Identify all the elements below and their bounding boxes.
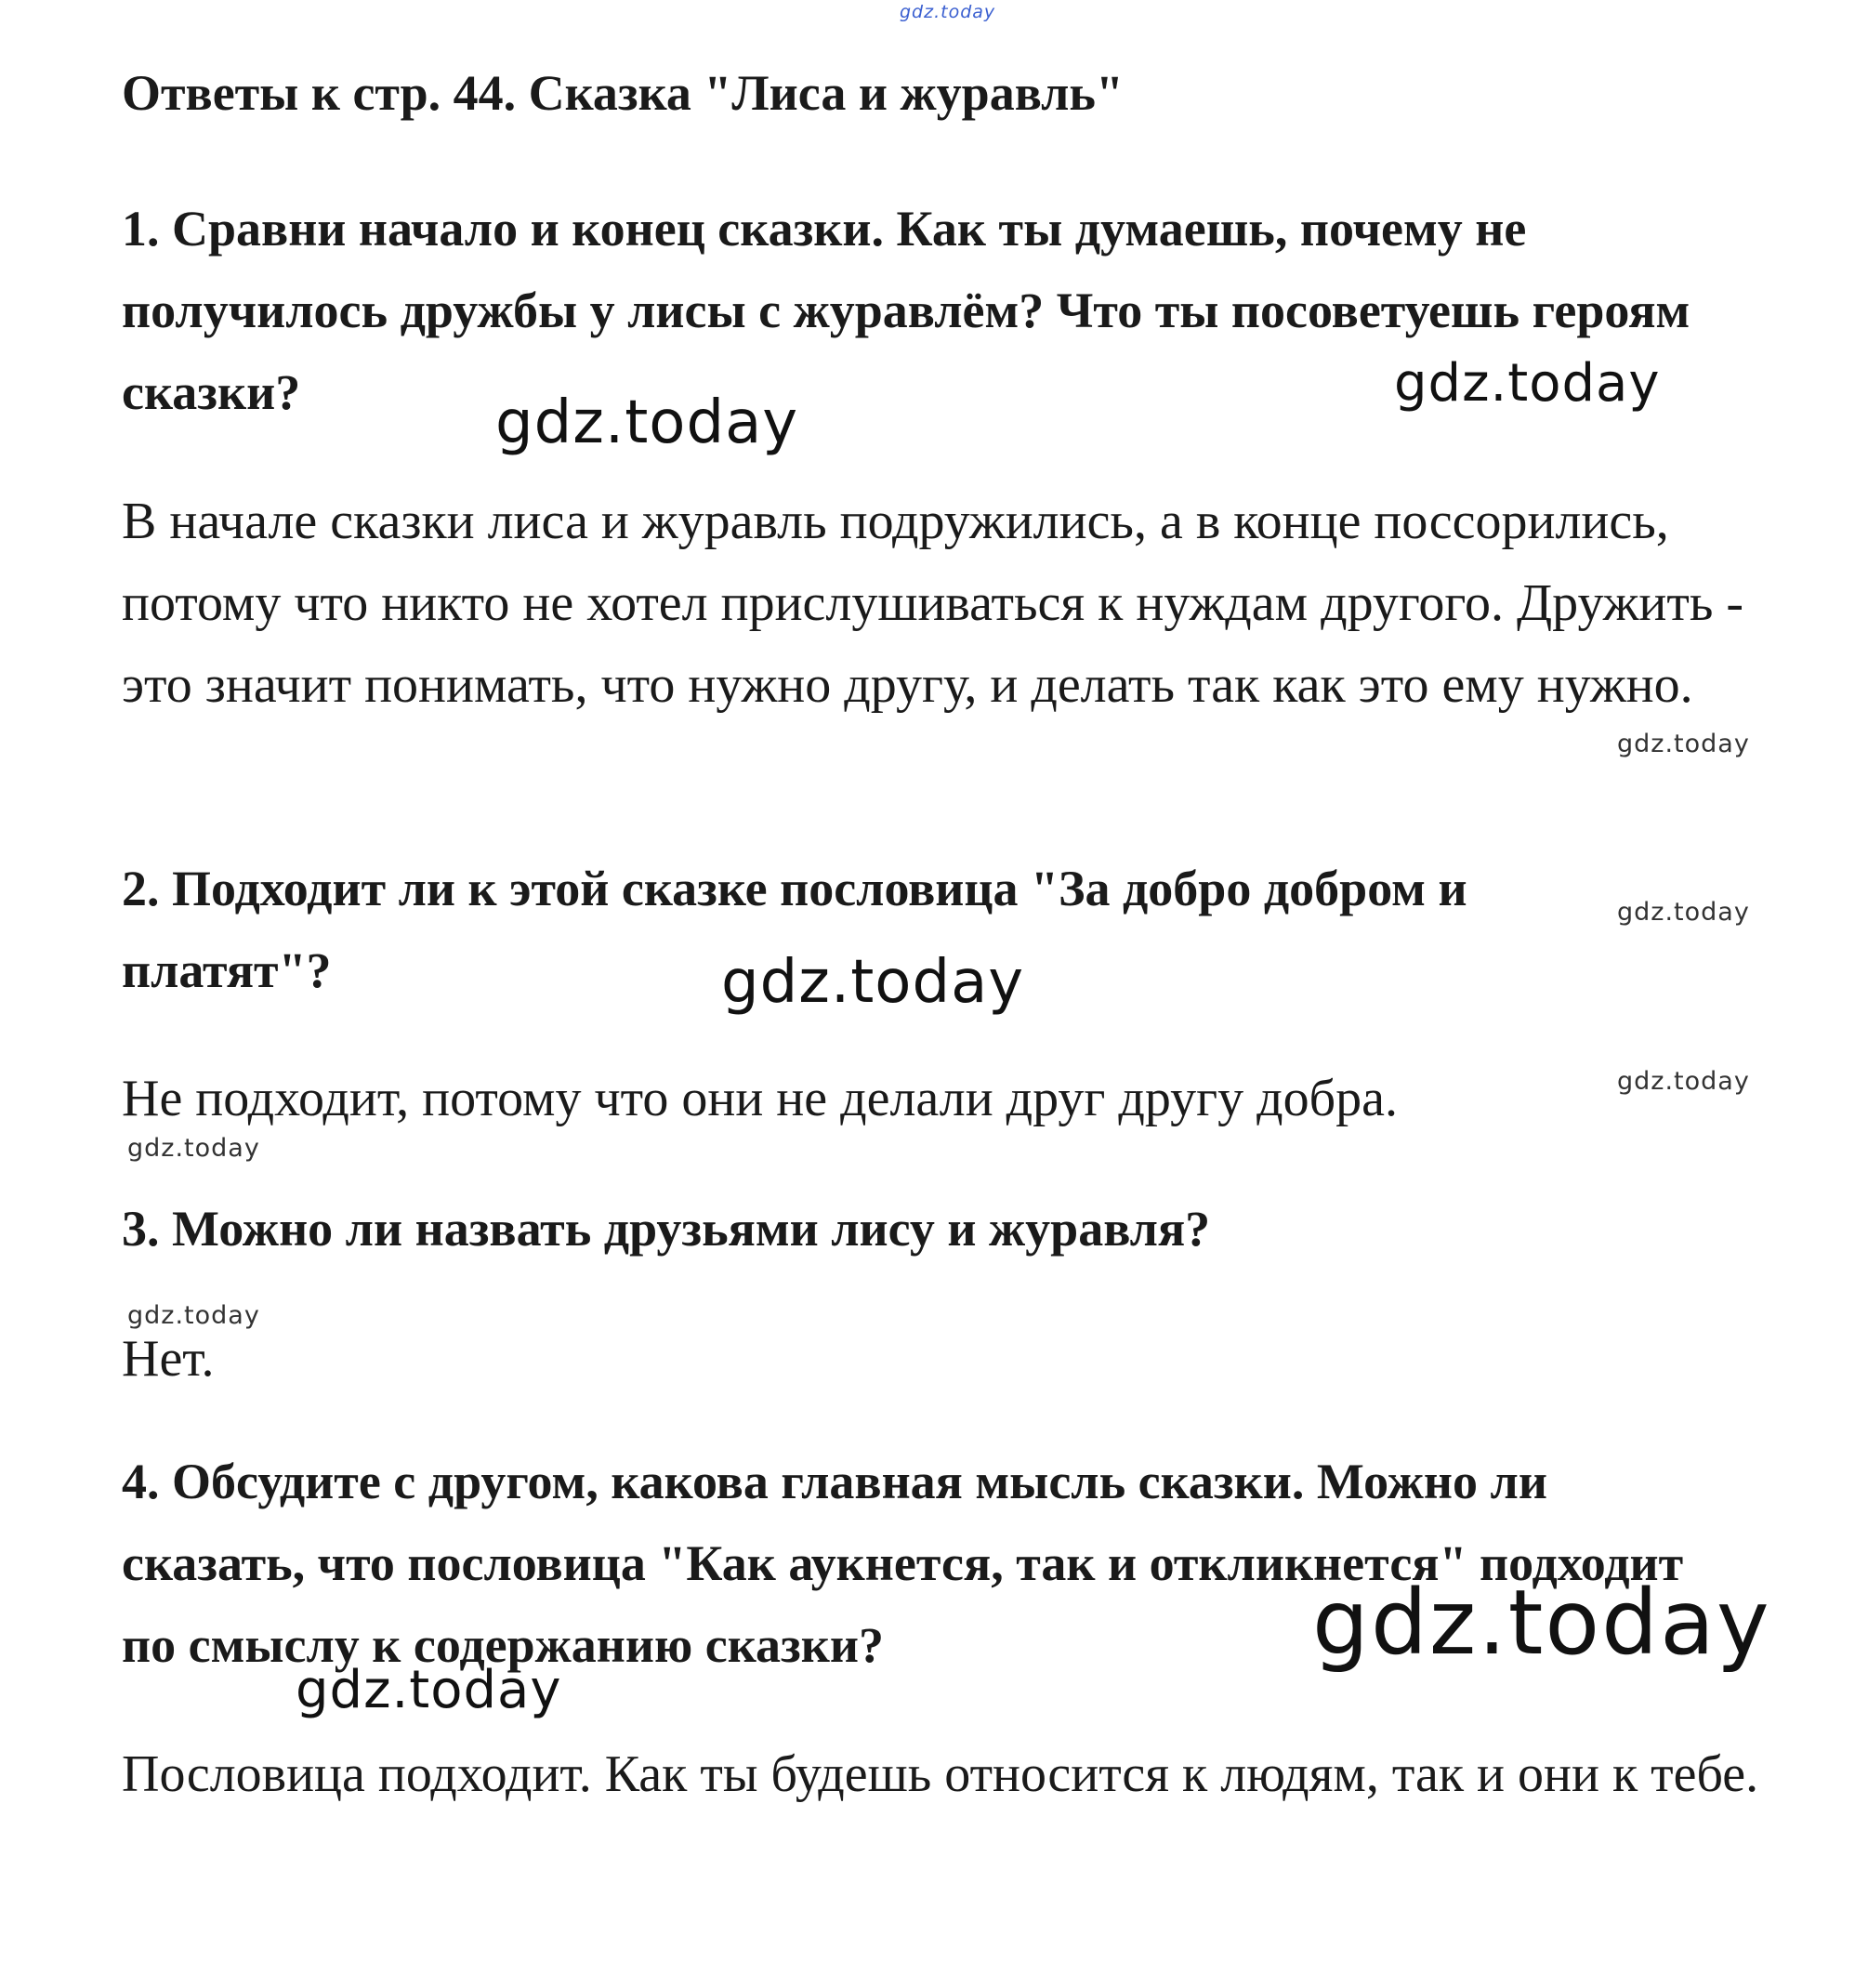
header-watermark: gdz.today (900, 2, 996, 22)
watermark: gdz.today (1617, 730, 1750, 758)
watermark: gdz.today (296, 1660, 562, 1720)
answer-3: Нет. (122, 1330, 215, 1388)
watermark: gdz.today (495, 388, 799, 457)
watermark: gdz.today (1617, 898, 1750, 927)
question-4: 4. Обсудите с другом, какова главная мысль сказки. Можно ли сказать, что пословица "Как аукнется, так и откликнется" подходит по смыслу к содержанию сказки? (122, 1454, 1684, 1673)
watermark: gdz.today (1617, 1067, 1750, 1096)
page-title: Ответы к стр. 44. Сказка "Лиса и журавль" (122, 65, 1124, 121)
question-1: 1. Сравни начало и конец сказки. Как ты думаешь, почему не получилось дружбы у лисы с журавлём? Что ты посоветуешь героям сказки? (122, 201, 1690, 420)
watermark: gdz.today (127, 1134, 260, 1163)
watermark: gdz.today (127, 1301, 260, 1330)
answer-2: Не подходит, потому что они не делали друг другу добра. (122, 1070, 1398, 1127)
watermark: gdz.today (1394, 353, 1661, 414)
question-3: 3. Можно ли назвать друзьями лису и журавля? (122, 1201, 1211, 1257)
question-2: 2. Подходит ли к этой сказке пословица "За добро добром и платят"? (122, 861, 1467, 998)
answer-1: В начале сказки лиса и журавль подружились, а в конце поссорились, потому что никто не хотел прислушиваться к нуждам другого. Дружить - это значит понимать, что нужно другу, и делать так как это ему нужно. (122, 493, 1744, 714)
answer-4: Пословица подходит. Как ты будешь относится к людям, так и они к тебе. (122, 1745, 1759, 1803)
watermark: gdz.today (1312, 1571, 1771, 1675)
watermark: gdz.today (721, 948, 1025, 1017)
